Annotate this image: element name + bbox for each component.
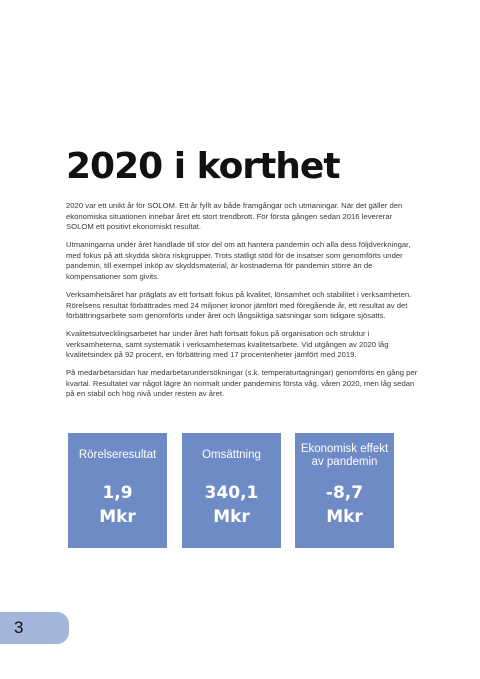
page-number-tab <box>0 612 69 644</box>
paragraph: Kvalitetsutvecklingsarbetet har under året haft fortsatt fokus på organisation och struktur i verksamheterna, samt systematik i verksamheternas kvalitetsarbete. Vid utgången av 2020 låg kvalitetsindex på 92 procent, en förbättring med 17 procentenheter jämfört med 2019. <box>66 329 389 360</box>
paragraph: Utmaningarna under året handlade till stor del om att hantera pandemin och alla dess följdverkningar, med fokus på att skydda sköra riskgrupper. Trots statligt stöd för de insatser som genomförts under pandemin, till exempel inköp av skyddsmaterial, är kostnaderna för pandemin större än de kompensationer som givits. <box>66 240 411 281</box>
stat-label: Rörelseresultat <box>78 449 157 461</box>
stat-card-pandemieffekt <box>295 433 394 548</box>
stat-card-omsattning <box>182 433 281 548</box>
page-number: 3 <box>14 618 24 637</box>
key-figures <box>68 433 394 548</box>
paragraph: 2020 var ett unikt år för SOLOM. Ett år fyllt av både framgångar och utmaningar. När det gäller den ekonomiska situationen innebar året ett stort trendbrott. För första gången sedan 2016 levererar SOLOM ett positivt ekonomiskt resultat. <box>66 201 403 232</box>
stat-value: 1,9 <box>102 483 133 503</box>
body-text <box>66 201 418 407</box>
stat-unit: Mkr <box>99 507 136 527</box>
stat-unit: Mkr <box>326 507 363 527</box>
paragraph: Verksamhetsåret har präglats av ett fortsatt fokus på kvalitet, lönsamhet och stabilitet i verksamheten. Rörelsens resultat förbättrades med 24 miljoner kronor jämfört med föregående år, ett resultat av det förbättringsarbete som genomförts under året och långsiktiga satsningar som tidigare sjösatts. <box>66 289 412 321</box>
stat-value: -8,7 <box>325 483 364 503</box>
stat-label: Omsättning <box>202 449 261 461</box>
stat-value: 340,1 <box>204 483 259 503</box>
page-title: 2020 i korthet <box>66 146 340 187</box>
stat-card-rorelseresultat <box>68 433 167 548</box>
stat-label: Ekonomisk effekt av pandemin <box>300 443 389 468</box>
stat-unit: Mkr <box>213 507 250 527</box>
paragraph: På medarbetarsidan har medarbetarundersökningar (s.k. temperaturtagningar) genomförts en gång per kvartal. Resultatet var något lägre än normalt under pandemins första våg, våren 2020, men låg sedan på en stabil och hög nivå under resten av året. <box>66 368 418 399</box>
